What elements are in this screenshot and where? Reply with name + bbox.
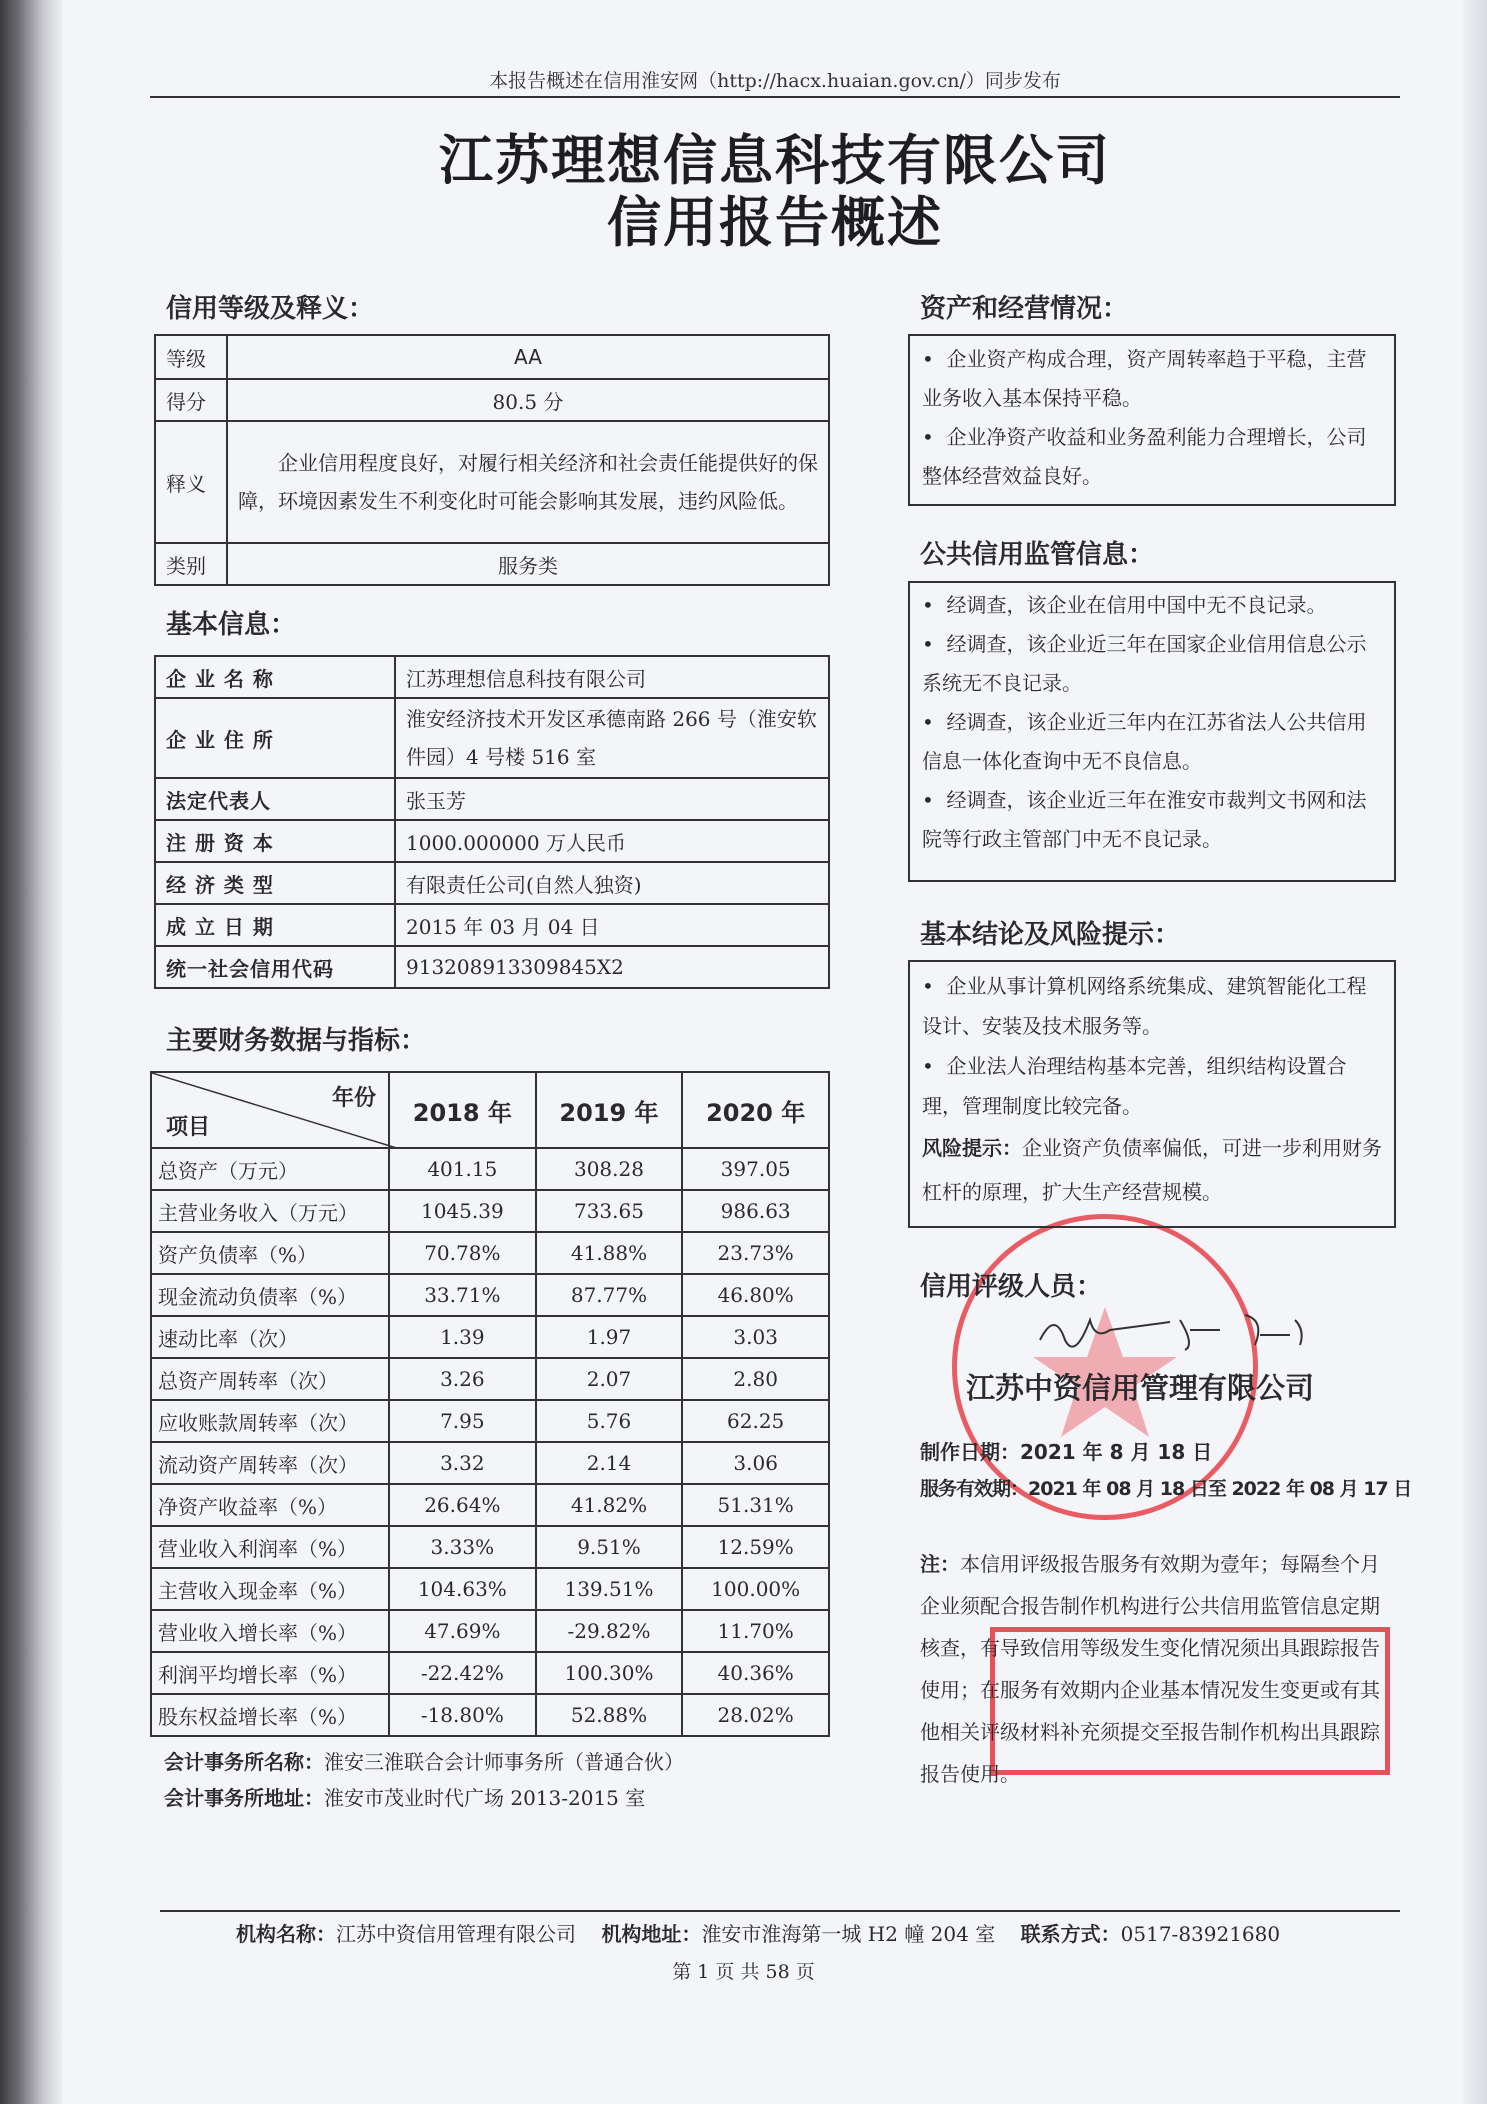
corner-cell [151, 1072, 389, 1148]
finance-row [151, 1358, 829, 1400]
scan-right-edge [1463, 0, 1487, 2104]
finance-row [151, 1694, 829, 1736]
metric-name: 应收账款周转率（次） [151, 1400, 389, 1442]
credit-row-category [155, 543, 829, 585]
metric-name: 主营收入现金率（%） [151, 1568, 389, 1610]
metric-name: 股东权益增长率（%） [151, 1694, 389, 1736]
metric-value: 41.88% [536, 1232, 683, 1274]
credit-row-grade [155, 335, 829, 379]
credit-heading: 信用等级及释义： [166, 294, 375, 324]
metric-value: 51.31% [682, 1484, 829, 1526]
metric-value: 104.63% [389, 1568, 536, 1610]
label: 法定代表人 [155, 778, 395, 820]
credit-code: 913208913309845X2 [395, 946, 829, 988]
founding-date: 2015 年 03 月 04 日 [395, 904, 829, 946]
category-value: 服务类 [227, 543, 829, 585]
year-header-2019: 2019 年 [536, 1072, 683, 1148]
metric-name: 营业收入利润率（%） [151, 1526, 389, 1568]
footer-contact: 0517-83921680 [1120, 1922, 1281, 1946]
metric-value: 5.76 [536, 1400, 683, 1442]
metric-name: 总资产周转率（次） [151, 1358, 389, 1400]
metric-value: 12.59% [682, 1526, 829, 1568]
supervision-item: • 经调查，该企业在信用中国中无不良记录。 [922, 593, 1327, 617]
footer-divider [160, 1910, 1400, 1912]
metric-name: 流动资产周转率（次） [151, 1442, 389, 1484]
footer-address: 淮安市淮海第一城 H2 幢 204 室 [701, 1922, 996, 1946]
finance-row [151, 1484, 829, 1526]
metric-value: 3.06 [682, 1442, 829, 1484]
metric-name: 资产负债率（%） [151, 1232, 389, 1274]
metric-value: 9.51% [536, 1526, 683, 1568]
assets-item: • 企业资产构成合理，资产周转率趋于平稳，主营业务收入基本保持平稳。 [922, 347, 1367, 410]
company-name: 江苏理想信息科技有限公司 [395, 656, 829, 698]
firm-address-line [164, 1782, 645, 1811]
report-title: 信用报告概述 [607, 190, 943, 254]
basic-row [155, 778, 829, 820]
scan-binding-edge [0, 0, 62, 2104]
corner-year-label: 年份 [331, 1086, 376, 1111]
firm-address: 淮安市茂业时代广场 2013-2015 室 [324, 1786, 646, 1810]
supervision-item: • 经调查，该企业近三年内在江苏省法人公共信用信息一体化查询中无不良信息。 [922, 710, 1367, 773]
firm-name-line [164, 1746, 684, 1775]
label: 等级 [155, 335, 227, 379]
label: 类别 [155, 543, 227, 585]
corner-item-label: 项目 [166, 1115, 211, 1140]
firm-name-label: 会计事务所名称： [164, 1750, 324, 1774]
metric-value: 3.03 [682, 1316, 829, 1358]
metric-value: 23.73% [682, 1232, 829, 1274]
metric-value: -29.82% [536, 1610, 683, 1652]
credit-row-score [155, 379, 829, 421]
label: 企 业 名 称 [155, 656, 395, 698]
metric-name: 速动比率（次） [151, 1316, 389, 1358]
assets-box [908, 334, 1396, 506]
metric-value: 397.05 [682, 1148, 829, 1190]
metric-value: 7.95 [389, 1400, 536, 1442]
metric-value: 87.77% [536, 1274, 683, 1316]
metric-value: 1045.39 [389, 1190, 536, 1232]
basic-row [155, 862, 829, 904]
metric-value: 308.28 [536, 1148, 683, 1190]
metric-value: 2.07 [536, 1358, 683, 1400]
metric-value: 986.63 [682, 1190, 829, 1232]
header-note: 本报告概述在信用淮安网（http://hacx.huaian.gov.cn/）同步发布 [489, 70, 1061, 92]
conclusion-item: • 企业法人治理结构基本完善，组织结构设置合理，管理制度比较完备。 [922, 1054, 1347, 1118]
firm-name: 淮安三淮联合会计师事务所（普通合伙） [324, 1750, 684, 1774]
note [920, 1543, 1390, 1795]
metric-value: 733.65 [536, 1190, 683, 1232]
supervision-item: • 经调查，该企业近三年在淮安市裁判文书网和法院等行政主管部门中无不良记录。 [922, 788, 1367, 851]
label: 统一社会信用代码 [155, 946, 395, 988]
metric-value: 100.30% [536, 1652, 683, 1694]
page-number: 第 1 页 共 58 页 [672, 1961, 815, 1983]
metric-value: 47.69% [389, 1610, 536, 1652]
finance-row [151, 1274, 829, 1316]
conclusion-heading: 基本结论及风险提示： [920, 920, 1181, 950]
finance-row [151, 1400, 829, 1442]
label: 注 册 资 本 [155, 820, 395, 862]
label: 得分 [155, 379, 227, 421]
production-date-line: 制作日期：2021 年 8 月 18 日 [920, 1440, 1213, 1464]
assets-item: • 企业净资产收益和业务盈利能力合理增长，公司整体经营效益良好。 [922, 425, 1367, 488]
report-title-company: 江苏理想信息科技有限公司 [439, 128, 1111, 192]
validity-line: 服务有效期：2021 年 08 月 18 日至 2022 年 08 月 17 日 [920, 1478, 1412, 1500]
metric-value: 100.00% [682, 1568, 829, 1610]
conclusion-box [908, 960, 1396, 1228]
finance-row [151, 1610, 829, 1652]
basic-row [155, 820, 829, 862]
metric-value: 70.78% [389, 1232, 536, 1274]
metric-value: -18.80% [389, 1694, 536, 1736]
label: 释义 [155, 421, 227, 543]
basic-row [155, 656, 829, 698]
year-header-2020: 2020 年 [682, 1072, 829, 1148]
footer-info: 机构名称：江苏中资信用管理有限公司 机构地址：淮安市淮海第一城 H2 幢 204 室 联系方式：0517-83921680 [236, 1922, 1281, 1946]
metric-value: 33.71% [389, 1274, 536, 1316]
supervision-item: • 经调查，该企业近三年在国家企业信用信息公示系统无不良记录。 [922, 632, 1367, 695]
note-label: 注： [920, 1552, 960, 1576]
metric-name: 利润平均增长率（%） [151, 1652, 389, 1694]
metric-value: 401.15 [389, 1148, 536, 1190]
footer-org: 江苏中资信用管理有限公司 [336, 1922, 576, 1946]
label: 企 业 住 所 [155, 698, 395, 778]
definition-value: 企业信用程度良好，对履行相关经济和社会责任能提供好的保障，环境因素发生不利变化时可能会影响其发展，违约风险低。 [227, 421, 829, 543]
finance-header-row [151, 1072, 829, 1148]
signature [1030, 1300, 1350, 1360]
credit-table [154, 334, 830, 586]
finance-heading: 主要财务数据与指标： [166, 1026, 427, 1056]
metric-value: 1.97 [536, 1316, 683, 1358]
economic-type: 有限责任公司(自然人独资) [395, 862, 829, 904]
finance-table [150, 1071, 830, 1737]
metric-value: 62.25 [682, 1400, 829, 1442]
production-date: 2021 年 8 月 18 日 [1020, 1440, 1213, 1464]
metric-value: -22.42% [389, 1652, 536, 1694]
metric-value: 40.36% [682, 1652, 829, 1694]
rating-staff-label: 信用评级人员： [920, 1272, 1103, 1302]
credit-row-definition [155, 421, 829, 543]
metric-value: 52.88% [536, 1694, 683, 1736]
assets-heading: 资产和经营情况： [920, 294, 1129, 324]
metric-value: 3.26 [389, 1358, 536, 1400]
metric-value: 3.32 [389, 1442, 536, 1484]
header-divider [150, 96, 1400, 98]
supervision-box [908, 581, 1396, 882]
metric-value: 2.80 [682, 1358, 829, 1400]
finance-row [151, 1442, 829, 1484]
validity-period: 2021 年 08 月 18 日至 2022 年 08 月 17 日 [1028, 1478, 1412, 1500]
score-value: 80.5 分 [227, 379, 829, 421]
finance-row [151, 1526, 829, 1568]
risk-note: 风险提示：企业资产负债率偏低，可进一步利用财务杠杆的原理，扩大生产经营规模。 [922, 1136, 1382, 1204]
metric-value: 3.33% [389, 1526, 536, 1568]
finance-row [151, 1568, 829, 1610]
metric-value: 2.14 [536, 1442, 683, 1484]
firm-address-label: 会计事务所地址： [164, 1786, 324, 1810]
finance-row [151, 1190, 829, 1232]
metric-value: 46.80% [682, 1274, 829, 1316]
metric-name: 营业收入增长率（%） [151, 1610, 389, 1652]
basic-heading: 基本信息： [166, 610, 297, 640]
basic-row [155, 904, 829, 946]
note-text: 本信用评级报告服务有效期为壹年；每隔叁个月企业须配合报告制作机构进行公共信用监管信息定期核查，有导致信用等级发生变化情况须出具跟踪报告使用；在服务有效期内企业基本情况发生变更或有其他相关评级材料补充须提交至报告制作机构出具跟踪报告使用。 [920, 1552, 1380, 1786]
conclusion-item: • 企业从事计算机网络系统集成、建筑智能化工程设计、安装及技术服务等。 [922, 974, 1367, 1038]
metric-name: 净资产收益率（%） [151, 1484, 389, 1526]
finance-row [151, 1652, 829, 1694]
grade-value: AA [227, 335, 829, 379]
metric-name: 总资产（万元） [151, 1148, 389, 1190]
metric-name: 主营业务收入（万元） [151, 1190, 389, 1232]
finance-row [151, 1232, 829, 1274]
metric-name: 现金流动负债率（%） [151, 1274, 389, 1316]
metric-value: 41.82% [536, 1484, 683, 1526]
label: 成 立 日 期 [155, 904, 395, 946]
label: 经 济 类 型 [155, 862, 395, 904]
finance-row [151, 1316, 829, 1358]
registered-capital: 1000.000000 万人民币 [395, 820, 829, 862]
legal-rep: 张玉芳 [395, 778, 829, 820]
metric-value: 26.64% [389, 1484, 536, 1526]
metric-value: 1.39 [389, 1316, 536, 1358]
basic-row [155, 698, 829, 778]
basic-info-table [154, 655, 830, 989]
finance-row [151, 1148, 829, 1190]
company-address: 淮安经济技术开发区承德南路 266 号（淮安软件园）4 号楼 516 室 [395, 698, 829, 778]
basic-row [155, 946, 829, 988]
metric-value: 11.70% [682, 1610, 829, 1652]
metric-value: 28.02% [682, 1694, 829, 1736]
metric-value: 139.51% [536, 1568, 683, 1610]
rating-agency: 江苏中资信用管理有限公司 [966, 1371, 1315, 1405]
year-header-2018: 2018 年 [389, 1072, 536, 1148]
supervision-heading: 公共信用监管信息： [920, 540, 1155, 570]
